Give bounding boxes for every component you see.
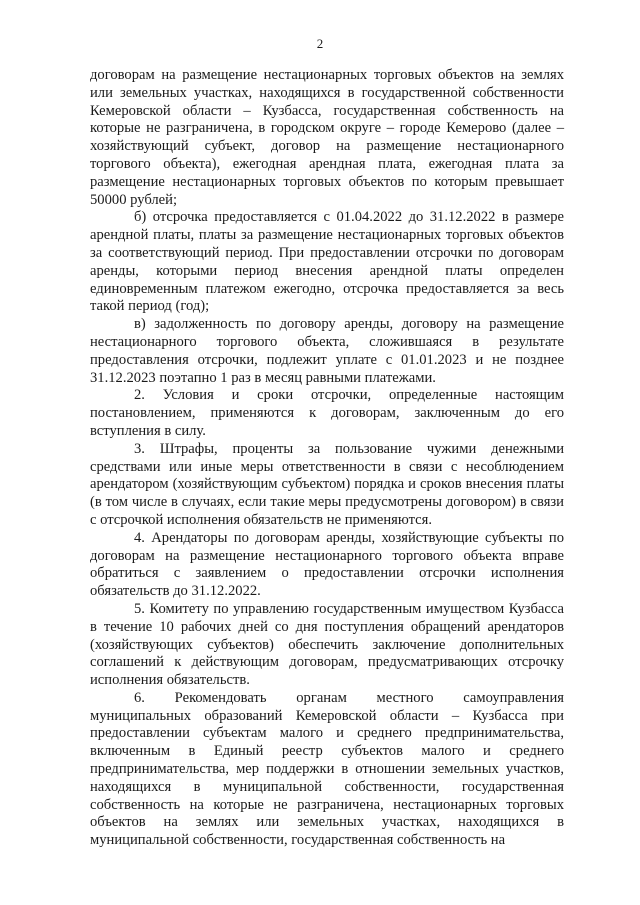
paragraph-2: 2. Условия и сроки отсрочки, определенные настоящим постановлением, применяются к договорам, заключенным до его вступления в силу. [90, 387, 564, 439]
paragraph-continuation: договорам на размещение нестационарных торговых объектов на землях или земельных участках, находящихся в государственной собственности Кемеровской области – Кузбасса, государственная собственность на которые не разграничена, в городском округе – городе Кемерово (далее – хозяйствующий субъект, договор на размещение нестационарного торгового объекта), ежегодная арендная плата, ежегодная плата за размещение нестационарных торговых объектов по которым превышает 50000 рублей; [90, 67, 564, 208]
document-body [90, 67, 564, 850]
paragraph-5: 5. Комитету по управлению государственным имуществом Кузбасса в течение 10 рабочих дней со дня поступления обращений арендаторов (хозяйствующих субъектов) обеспечить заключение дополнительных соглашений к действующим договорам, предусматривающих отсрочку исполнения обязательств. [90, 600, 564, 689]
paragraph-item-b: б) отсрочка предоставляется с 01.04.2022 до 31.12.2022 в размере арендной платы, платы за размещение нестационарных торговых объектов за соответствующий период. При предоставлении отсрочки по договорам аренды, которыми период внесения арендной платы определен единовременным платежом ежегодно, отсрочка предоставляется за весь такой период (год); [90, 209, 564, 315]
page-number: 2 [316, 36, 324, 51]
paragraph-item-v: в) задолженность по договору аренды, договору на размещение нестационарного торгового объекта, сложившаяся в результате предоставления отсрочки, подлежит уплате с 01.01.2023 и не позднее 31.12.2023 поэтапно 1 раз в месяц равными платежами. [90, 316, 564, 386]
paragraph-4: 4. Арендаторы по договорам аренды, хозяйствующие субъекты по договорам на размещение нестационарного торгового объекта вправе обратиться с заявлением о предоставлении отсрочки исполнения обязательств до 31.12.2022. [90, 529, 564, 600]
paragraph-3: 3. Штрафы, проценты за пользование чужими денежными средствами или иные меры ответственности в связи с несоблюдением арендатором (хозяйствующим субъектом) порядка и сроков внесения платы (в том числе в случаях, если такие меры предусмотрены договором) в связи с отсрочкой исполнения обязательств не применяются. [90, 440, 564, 528]
paragraph-6: 6. Рекомендовать органам местного самоуправления муниципальных образований Кемеровской области – Кузбасса при предоставлении субъектам малого и среднего предпринимательства, включенным в Единый реестр субъектов малого и среднего предпринимательства, мер поддержки в отношении земельных участков, находящихся в муниципальной собственности, государственная собственность на которые не разграничена, нестационарных торговых объектов на землях или земельных участках, находящихся в муниципальной собственности, государственная собственность на [90, 689, 564, 849]
